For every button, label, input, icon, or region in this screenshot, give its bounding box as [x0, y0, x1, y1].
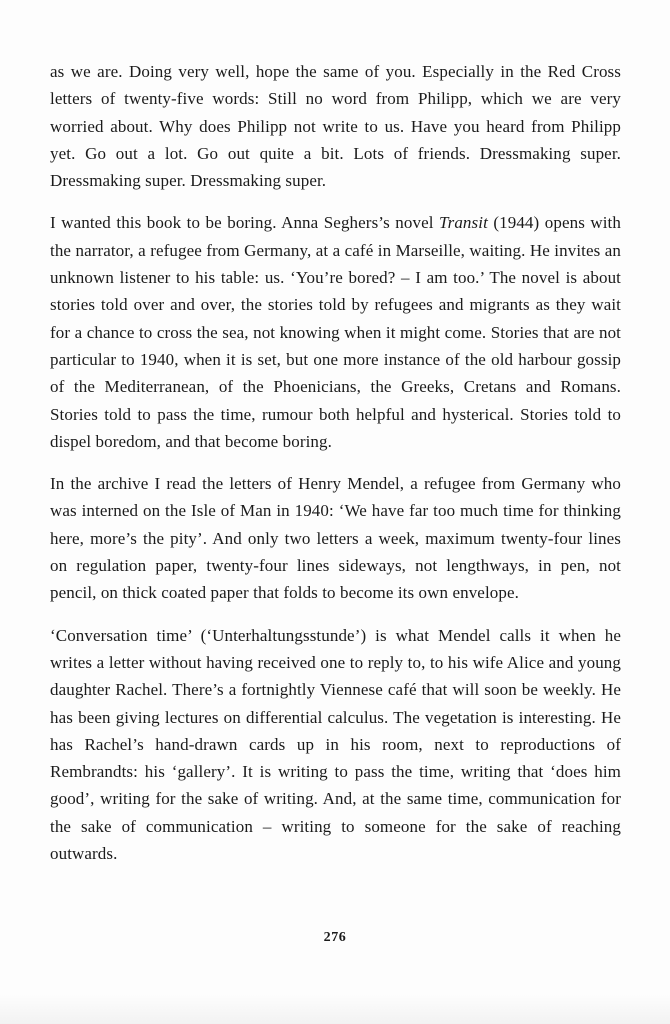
page-bottom-shade — [0, 994, 670, 1024]
paragraph — [50, 209, 621, 455]
paragraph-text: I wanted this book to be boring. Anna Seghers’s novel — [50, 213, 439, 233]
paragraph — [50, 622, 621, 868]
paragraph-text: ‘Conversation time’ (‘Unterhaltungsstunde’) is what Mendel calls it when he writes a letter without having received one to reply to, to his wife Alice and young daughter Rachel. There’s a fortnightly Viennese café that will soon be weekly. He has been giving lectures on differential calculus. The vegetation is interesting. He has Rachel’s hand-drawn cards up in his room, next to reproductions of Rembrandts: his ‘gallery’. It is writing to pass the time, writing that ‘does him good’, writing for the sake of writing. And, at the same time, communication for the sake of communication – writing to someone for the sake of reaching outwards. — [50, 625, 621, 864]
book-title-italic: Transit — [439, 213, 488, 233]
paragraph-text: as we are. Doing very well, hope the same of you. Especially in the Red Cross letters of twenty-five words: Still no word from Philipp, which we are very worried about. Why does Philipp not write to us. Have you heard from Philipp yet. Go out a lot. Go out quite a bit. Lots of friends. Dressmaking super. Dressmaking super. Dressmaking super. — [50, 62, 621, 191]
page-number: 276 — [323, 930, 347, 945]
paragraph-text: In the archive I read the letters of Henry Mendel, a refugee from Germany who was interned on the Isle of Man in 1940: ‘We have far too much time for thinking here, more’s the pity’. And only two letters a week, maximum twenty-four lines on regulation paper, twenty-four lines sideways, not lengthways, in pen, not pencil, on thick coated paper that folds to become its own envelope. — [50, 474, 621, 603]
paragraph-text: (1944) opens with the narrator, a refugee from Germany, at a café in Marseille, waiting. He invites an unknown listener to his table: us. ‘You’re bored? – I am too.’ The novel is about stories told over and over, the stories told by refugees and migrants as they wait for a chance to cross the sea, not knowing when it might come. Stories that are not particular to 1940, when it is set, but one more instance of the old harbour gossip of the Mediterranean, of the Phoenicians, the Greeks, Cretans and Romans. Stories told to pass the time, rumour both helpful and hysterical. Stories told to dispel boredom, and that become boring. — [50, 213, 621, 451]
page-body — [50, 58, 621, 867]
paragraph — [50, 470, 621, 606]
paragraph — [50, 58, 621, 194]
